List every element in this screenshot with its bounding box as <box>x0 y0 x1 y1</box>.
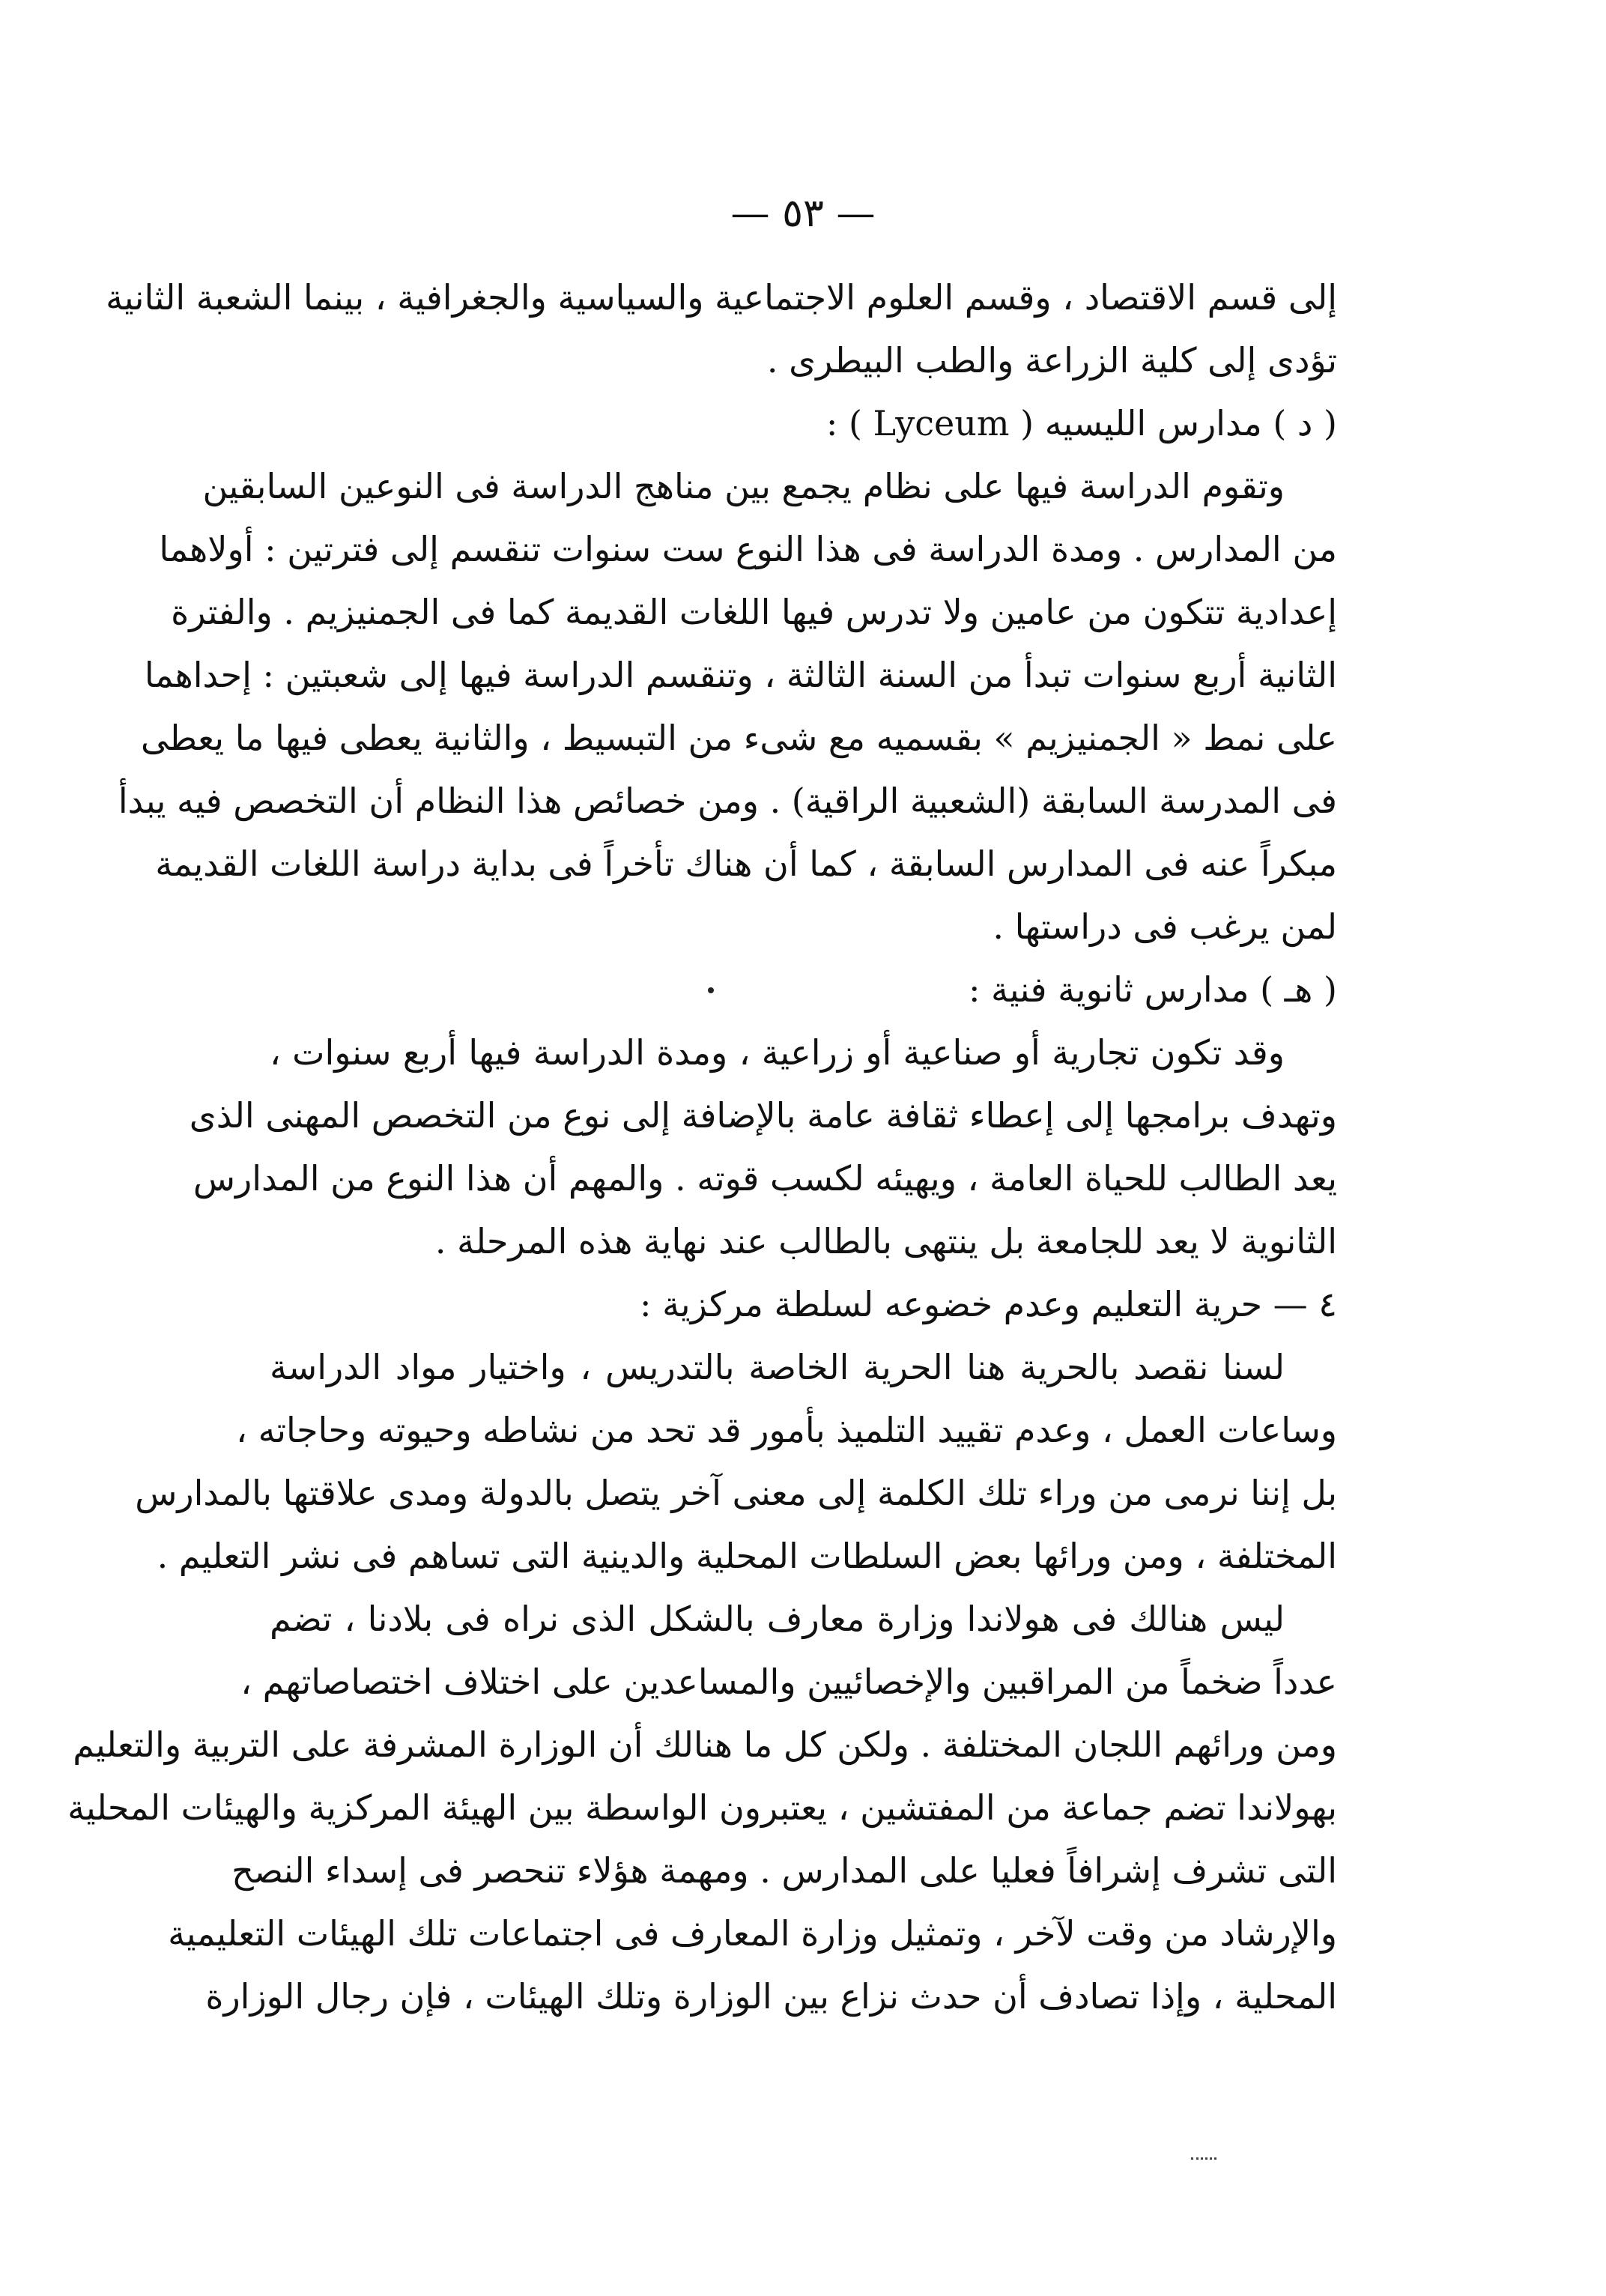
text-line: لسنا نقصد بالحرية هنا الحرية الخاصة بالتدريس ، واختيار مواد الدراسة <box>270 1347 1285 1387</box>
text-line: على نمط « الجمنيزيم » بقسميه مع شىء من التبسيط ، والثانية يعطى فيها ما يعطى <box>141 718 1337 758</box>
text-line: وتقوم الدراسة فيها على نظام يجمع بين مناهج الدراسة فى النوعين السابقين <box>202 466 1285 506</box>
section-heading: ( د ) مدارس الليسيه ( Lyceum ) : <box>825 403 1337 443</box>
text-line: مبكراً عنه فى المدارس السابقة ، كما أن هناك تأخراً فى بداية دراسة اللغات القديمة <box>155 843 1337 884</box>
body-text <box>67 266 1337 2028</box>
text-line: لمن يرغب فى دراستها . <box>993 906 1337 947</box>
text-line: وتهدف برامجها إلى إعطاء ثقافة عامة بالإضافة إلى نوع من التخصص المهنى الذى <box>189 1095 1337 1136</box>
text-line: وقد تكون تجارية أو صناعية أو زراعية ، ومدة الدراسة فيها أربع سنوات ، <box>270 1032 1285 1073</box>
text-line: إلى قسم الاقتصاد ، وقسم العلوم الاجتماعية والسياسية والجغرافية ، بينما الشعبة الثانية <box>106 277 1337 318</box>
ink-speck <box>708 987 714 993</box>
text-line: تؤدى إلى كلية الزراعة والطب البيطرى . <box>766 340 1337 381</box>
text-line: بل إننا نرمى من وراء تلك الكلمة إلى معنى آخر يتصل بالدولة ومدى علاقتها بالمدارس <box>135 1473 1337 1513</box>
text-line: ليس هنالك فى هولاندا وزارة معارف بالشكل الذى نراه فى بلادنا ، تضم <box>270 1599 1285 1639</box>
ink-speck <box>1191 2157 1216 2163</box>
text-line: الثانوية لا يعد للجامعة بل ينتهى بالطالب عند نهاية هذه المرحلة . <box>434 1221 1337 1261</box>
section-heading: ( هـ ) مدارس ثانوية فنية : <box>968 969 1337 1010</box>
text-line: فى المدرسة السابقة (الشعبية الراقية) . ومن خصائص هذا النظام أن التخصص فيه يبدأ <box>118 781 1337 821</box>
section-heading: ٤ — حرية التعليم وعدم خضوعه لسلطة مركزية : <box>640 1284 1337 1324</box>
text-line: والإرشاد من وقت لآخر ، وتمثيل وزارة المعارف فى اجتماعات تلك الهيئات التعليمية <box>168 1913 1337 1954</box>
text-line: بهولاندا تضم جماعة من المفتشين ، يعتبرون الواسطة بين الهيئة المركزية والهيئات المحلية <box>67 1787 1337 1828</box>
text-line: وساعات العمل ، وعدم تقييد التلميذ بأمور قد تحد من نشاطه وحيوته وحاجاته ، <box>236 1410 1337 1450</box>
text-line: ومن ورائهم اللجان المختلفة . ولكن كل ما هنالك أن الوزارة المشرفة على التربية والتعليم <box>73 1724 1337 1765</box>
page-number: — ٥٣ — <box>730 191 876 236</box>
text-line: إعدادية تتكون من عامين ولا تدرس فيها اللغات القديمة كما فى الجمنيزيم . والفترة <box>171 592 1337 632</box>
text-line: من المدارس . ومدة الدراسة فى هذا النوع ست سنوات تنقسم إلى فترتين : أولاهما <box>159 529 1337 569</box>
text-line: عدداً ضخماً من المراقبين والإخصائيين والمساعدين على اختلاف اختصاصاتهم ، <box>240 1662 1337 1702</box>
text-line: يعد الطالب للحياة العامة ، ويهيئه لكسب قوته . والمهم أن هذا النوع من المدارس <box>193 1158 1337 1199</box>
text-line: الثانية أربع سنوات تبدأ من السنة الثالثة ، وتنقسم الدراسة فيها إلى شعبتين : إحداهما <box>144 655 1337 695</box>
text-line: المختلفة ، ومن ورائها بعض السلطات المحلية والدينية التى تساهم فى نشر التعليم . <box>157 1536 1337 1576</box>
text-line: التى تشرف إشرافاً فعليا على المدارس . ومهمة هؤلاء تنحصر فى إسداء النصح <box>231 1850 1337 1891</box>
text-line: المحلية ، وإذا تصادف أن حدث نزاع بين الوزارة وتلك الهيئات ، فإن رجال الوزارة <box>205 1976 1337 2017</box>
